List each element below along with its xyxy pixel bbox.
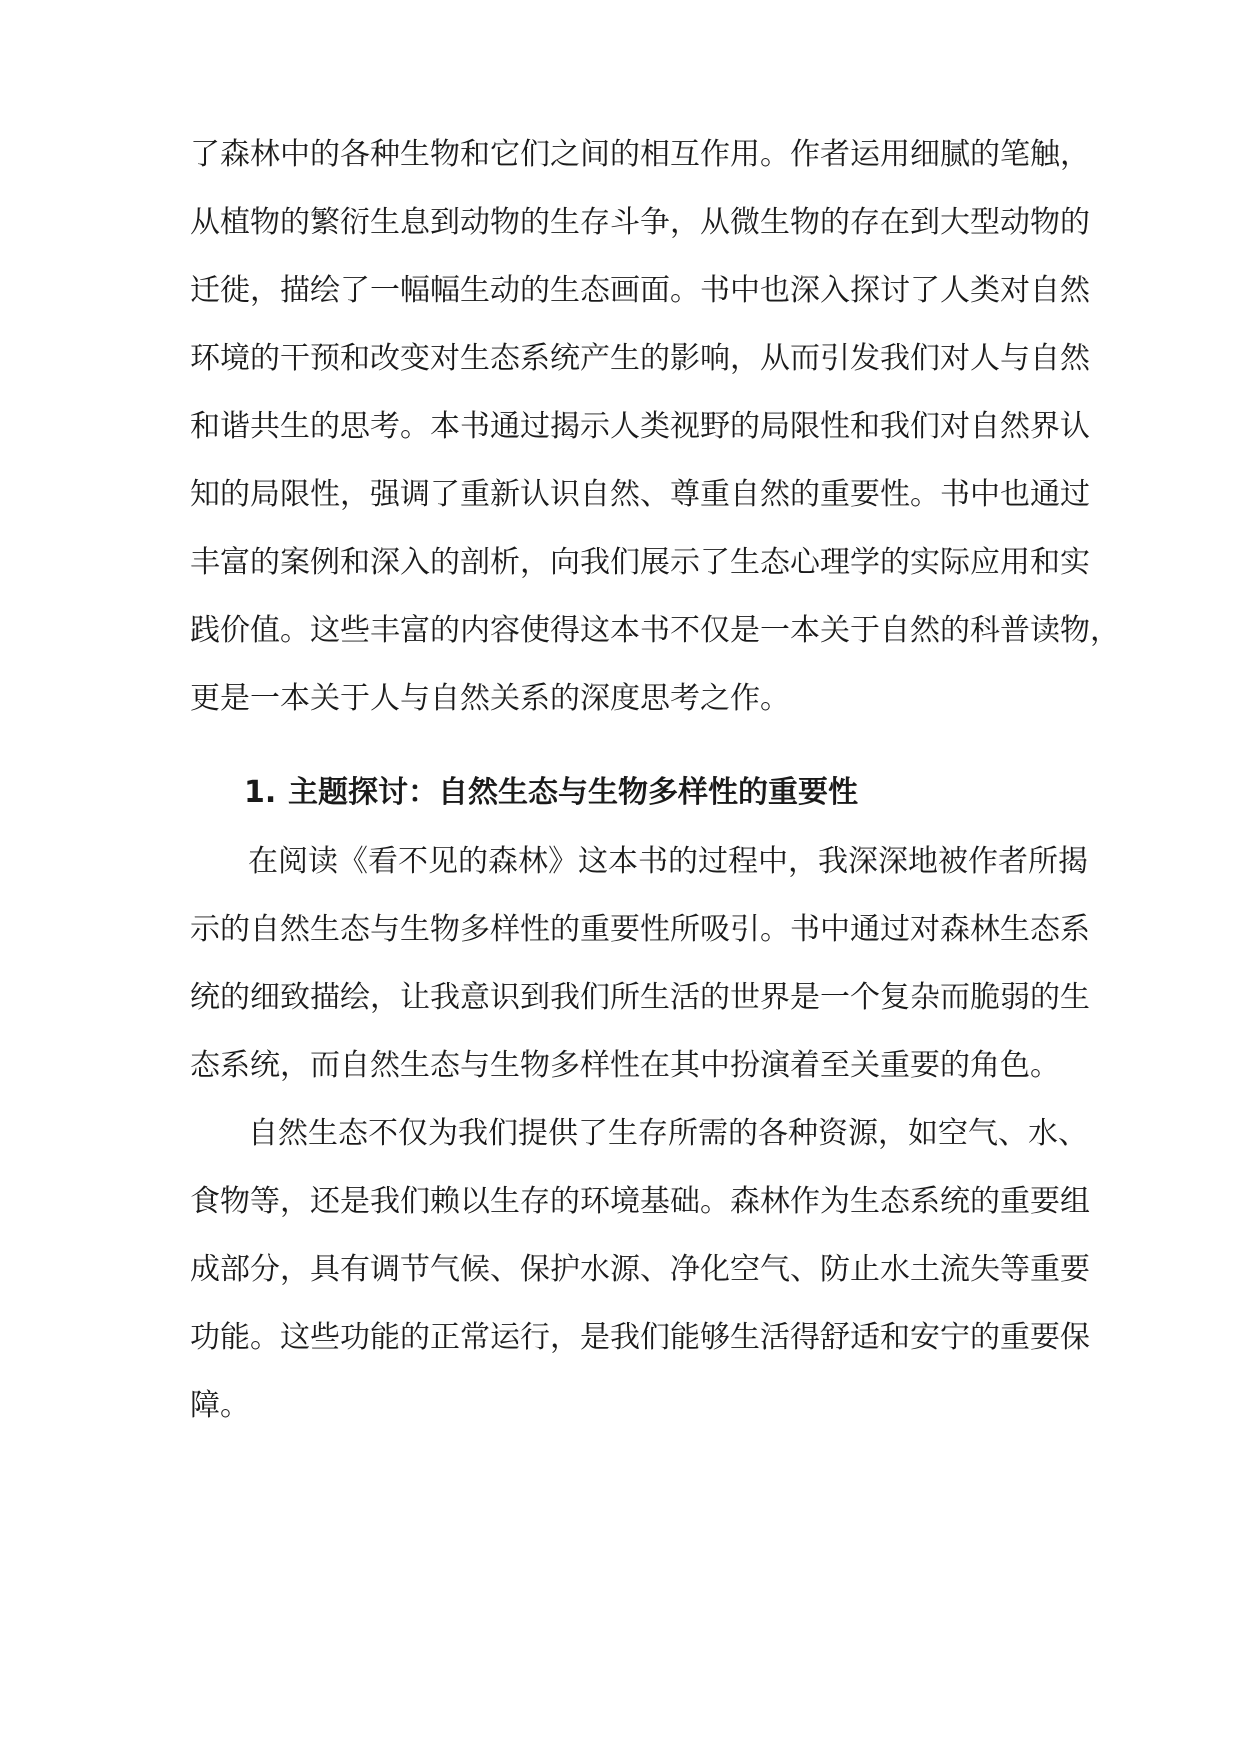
section-heading (244, 773, 1070, 813)
paragraph-line: 统的细致描绘，让我意识到我们所生活的世界是一个复杂而脆弱的生 (190, 980, 1090, 1015)
paragraph-line: 成部分，具有调节气候、保护水源、净化空气、防止水土流失等重要 (190, 1252, 1090, 1287)
section-number: 1. (244, 775, 277, 810)
paragraph-line: 障。 (190, 1388, 250, 1423)
paragraph-line: 在阅读《看不见的森林》这本书的过程中，我深深地被作者所揭 (248, 844, 1088, 879)
paragraph-line: 更是一本关于人与自然关系的深度思考之作。 (190, 681, 790, 716)
paragraph-line: 丰富的案例和深入的剖析，向我们展示了生态心理学的实际应用和实 (190, 545, 1090, 580)
paragraph-line: 示的自然生态与生物多样性的重要性所吸引。书中通过对森林生态系 (190, 912, 1090, 947)
paragraph-line: 从植物的繁衍生息到动物的生存斗争，从微生物的存在到大型动物的 (190, 205, 1090, 240)
section-title: 主题探讨：自然生态与生物多样性的重要性 (288, 775, 858, 810)
paragraph-line: 践价值。这些丰富的内容使得这本书不仅是一本关于自然的科普读物， (190, 613, 1120, 648)
paragraph-line: 自然生态不仅为我们提供了生存所需的各种资源，如空气、水、 (248, 1116, 1088, 1151)
paragraph-line: 和谐共生的思考。本书通过揭示人类视野的局限性和我们对自然界认 (190, 409, 1090, 444)
paragraph-line: 食物等，还是我们赖以生存的环境基础。森林作为生态系统的重要组 (190, 1184, 1090, 1219)
paragraph-line: 态系统，而自然生态与生物多样性在其中扮演着至关重要的角色。 (190, 1048, 1060, 1083)
paragraph-line: 知的局限性，强调了重新认识自然、尊重自然的重要性。书中也通过 (190, 477, 1090, 512)
paragraph-line: 功能。这些功能的正常运行，是我们能够生活得舒适和安宁的重要保 (190, 1320, 1090, 1355)
paragraph-line: 了森林中的各种生物和它们之间的相互作用。作者运用细腻的笔触， (190, 137, 1090, 172)
paragraph-line: 迁徙，描绘了一幅幅生动的生态画面。书中也深入探讨了人类对自然 (190, 273, 1090, 308)
paragraph-line: 环境的干预和改变对生态系统产生的影响，从而引发我们对人与自然 (190, 341, 1090, 376)
